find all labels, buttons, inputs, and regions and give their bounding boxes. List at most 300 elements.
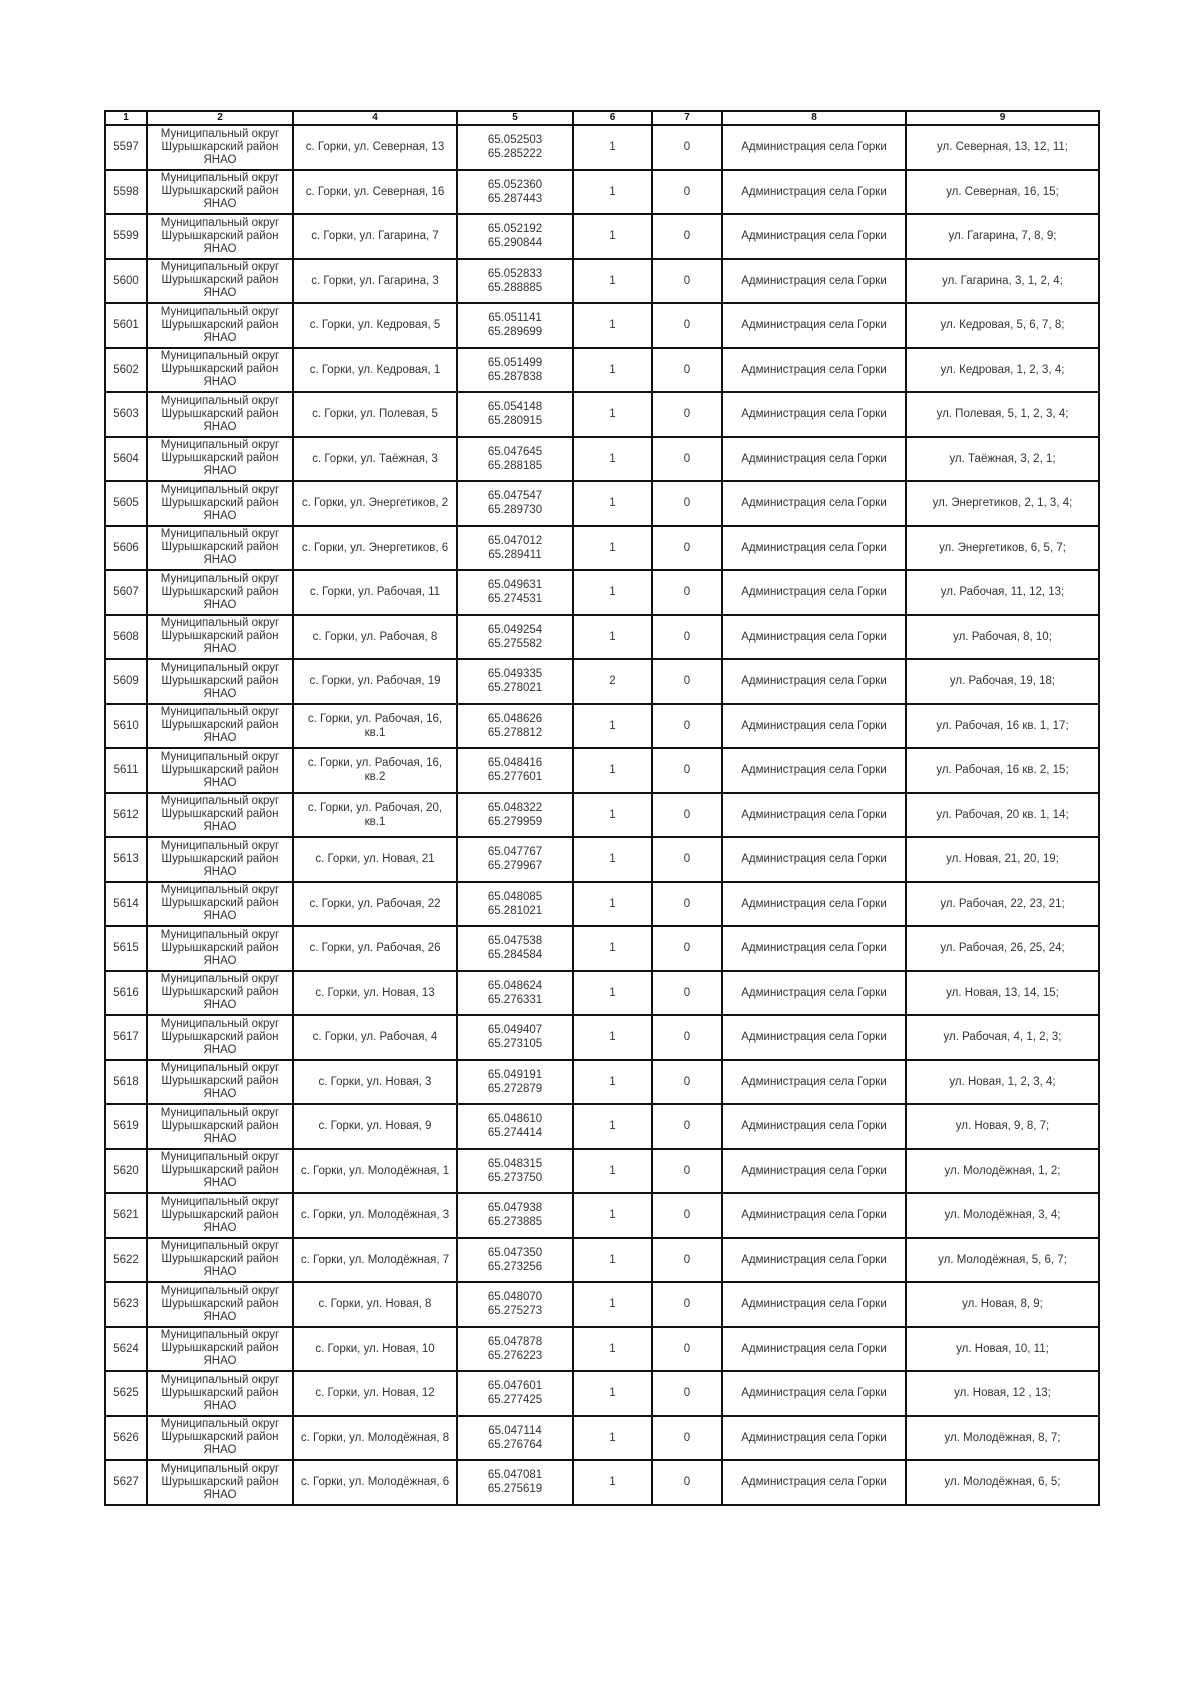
coordinates-cell — [457, 1282, 573, 1327]
table-row — [105, 1104, 1099, 1149]
district-line: Шурышкарский район — [161, 140, 279, 153]
longitude: 65.281021 — [487, 904, 543, 917]
column-6-cell: 1 — [573, 437, 652, 482]
address-cell: с. Горки, ул. Рабочая, 4 — [293, 1015, 457, 1060]
district-line: ЯНАО — [203, 643, 237, 656]
column-6-cell: 1 — [573, 615, 652, 660]
served-addresses-cell: ул. Новая, 8, 9; — [906, 1282, 1099, 1327]
latitude: 65.047767 — [487, 846, 543, 859]
row-number-cell: 5627 — [105, 1460, 147, 1505]
column-6-cell: 1 — [573, 259, 652, 304]
table-row — [105, 348, 1099, 393]
longitude: 65.276223 — [487, 1349, 543, 1362]
table-row — [105, 926, 1099, 971]
address-cell: с. Горки, ул. Северная, 16 — [293, 170, 457, 215]
column-header: 9 — [906, 111, 1099, 125]
longitude: 65.272879 — [487, 1082, 543, 1095]
district-cell — [147, 659, 293, 704]
district-line: ЯНАО — [203, 1399, 237, 1412]
coordinates-cell — [457, 1060, 573, 1105]
table-row — [105, 1015, 1099, 1060]
row-number-cell: 5621 — [105, 1193, 147, 1238]
district-line: ЯНАО — [203, 198, 237, 211]
served-addresses-cell: ул. Таёжная, 3, 2, 1; — [906, 437, 1099, 482]
latitude: 65.049191 — [487, 1068, 543, 1081]
owner-cell: Администрация села Горки — [722, 125, 906, 170]
table-row — [105, 793, 1099, 838]
register-table — [104, 110, 1100, 1506]
district-line: Шурышкарский район — [161, 185, 279, 198]
district-line: Муниципальный округ — [160, 1240, 280, 1253]
column-header: 5 — [457, 111, 573, 125]
served-addresses-cell: ул. Энергетиков, 2, 1, 3, 4; — [906, 481, 1099, 526]
table-row — [105, 659, 1099, 704]
served-addresses-cell: ул. Новая, 10, 11; — [906, 1327, 1099, 1372]
address-cell: с. Горки, ул. Молодёжная, 7 — [293, 1238, 457, 1283]
latitude: 65.049407 — [487, 1024, 543, 1037]
owner-cell: Администрация села Горки — [722, 570, 906, 615]
address-cell: с. Горки, ул. Новая, 8 — [293, 1282, 457, 1327]
address-cell: с. Горки, ул. Рабочая, 8 — [293, 615, 457, 660]
row-number-cell: 5615 — [105, 926, 147, 971]
coordinates-cell — [457, 481, 573, 526]
owner-cell: Администрация села Горки — [722, 348, 906, 393]
column-6-cell: 1 — [573, 526, 652, 571]
column-header: 2 — [147, 111, 293, 125]
latitude: 65.047114 — [488, 1424, 542, 1437]
coordinates-cell — [457, 748, 573, 793]
address-cell: с. Горки, ул. Рабочая, 22 — [293, 882, 457, 927]
longitude: 65.284584 — [487, 949, 543, 962]
district-cell — [147, 1416, 293, 1461]
district-cell — [147, 214, 293, 259]
district-cell — [147, 1327, 293, 1372]
column-6-cell: 1 — [573, 837, 652, 882]
district-line: Шурышкарский район — [161, 941, 279, 954]
served-addresses-cell: ул. Рабочая, 20 кв. 1, 14; — [906, 793, 1099, 838]
district-line: ЯНАО — [203, 1221, 237, 1234]
district-line: Муниципальный округ — [160, 884, 280, 897]
longitude: 65.273885 — [487, 1216, 543, 1229]
table-row — [105, 971, 1099, 1016]
table-row — [105, 1327, 1099, 1372]
district-line: ЯНАО — [203, 821, 237, 834]
column-6-cell: 2 — [573, 659, 652, 704]
column-7-cell: 0 — [652, 1371, 722, 1416]
district-cell — [147, 615, 293, 660]
address-cell: с. Горки, ул. Рабочая, 26 — [293, 926, 457, 971]
column-7-cell: 0 — [652, 1238, 722, 1283]
served-addresses-cell: ул. Молодёжная, 8, 7; — [906, 1416, 1099, 1461]
column-6-cell: 1 — [573, 481, 652, 526]
district-line: Шурышкарский район — [161, 1164, 279, 1177]
column-7-cell: 0 — [652, 1104, 722, 1149]
column-6-cell: 1 — [573, 1282, 652, 1327]
coordinates-cell — [457, 348, 573, 393]
coordinates-cell — [457, 1327, 573, 1372]
district-line: Шурышкарский район — [161, 1208, 279, 1221]
district-line: Муниципальный округ — [160, 839, 280, 852]
address-cell: с. Горки, ул. Новая, 10 — [293, 1327, 457, 1372]
table-row — [105, 570, 1099, 615]
coordinates-cell — [457, 1193, 573, 1238]
district-cell — [147, 1371, 293, 1416]
coordinates-cell — [457, 303, 573, 348]
served-addresses-cell: ул. Рабочая, 16 кв. 2, 15; — [906, 748, 1099, 793]
district-line: Муниципальный округ — [160, 1106, 280, 1119]
coordinates-cell — [457, 1460, 573, 1505]
longitude: 65.289411 — [488, 548, 542, 561]
row-number-cell: 5619 — [105, 1104, 147, 1149]
row-number-cell: 5623 — [105, 1282, 147, 1327]
district-line: ЯНАО — [203, 732, 237, 745]
address-cell: с. Горки, ул. Гагарина, 7 — [293, 214, 457, 259]
district-line: ЯНАО — [203, 1355, 237, 1368]
longitude: 65.277601 — [487, 771, 543, 784]
table-row — [105, 1060, 1099, 1105]
served-addresses-cell: ул. Энергетиков, 6, 5, 7; — [906, 526, 1099, 571]
district-line: Шурышкарский район — [161, 852, 279, 865]
district-line: Шурышкарский район — [161, 674, 279, 687]
owner-cell: Администрация села Горки — [722, 926, 906, 971]
column-7-cell: 0 — [652, 793, 722, 838]
served-addresses-cell: ул. Новая, 1, 2, 3, 4; — [906, 1060, 1099, 1105]
table-row — [105, 170, 1099, 215]
district-line: Шурышкарский район — [161, 1297, 279, 1310]
address-cell: с. Горки, ул. Рабочая, 11 — [293, 570, 457, 615]
table-row — [105, 1149, 1099, 1194]
district-line: Муниципальный округ — [160, 216, 280, 229]
served-addresses-cell: ул. Гагарина, 3, 1, 2, 4; — [906, 259, 1099, 304]
longitude: 65.276764 — [487, 1438, 543, 1451]
district-line: Шурышкарский район — [161, 1431, 279, 1444]
row-number-cell: 5601 — [105, 303, 147, 348]
district-line: ЯНАО — [203, 910, 237, 923]
district-line: Шурышкарский район — [161, 763, 279, 776]
column-header: 8 — [722, 111, 906, 125]
table-row — [105, 392, 1099, 437]
latitude: 65.048322 — [487, 801, 543, 814]
row-number-cell: 5614 — [105, 882, 147, 927]
column-7-cell: 0 — [652, 1282, 722, 1327]
district-line: ЯНАО — [203, 1177, 237, 1190]
owner-cell: Администрация села Горки — [722, 837, 906, 882]
district-line: Муниципальный округ — [160, 928, 280, 941]
owner-cell: Администрация села Горки — [722, 1460, 906, 1505]
owner-cell: Администрация села Горки — [722, 1015, 906, 1060]
table-row — [105, 214, 1099, 259]
table-row — [105, 303, 1099, 348]
longitude: 65.288885 — [487, 281, 543, 294]
district-line: ЯНАО — [203, 1310, 237, 1323]
district-line: ЯНАО — [203, 598, 237, 611]
district-line: Шурышкарский район — [161, 1475, 279, 1488]
district-line: Муниципальный округ — [160, 1462, 280, 1475]
district-cell — [147, 170, 293, 215]
coordinates-cell — [457, 526, 573, 571]
served-addresses-cell: ул. Новая, 12 , 13; — [906, 1371, 1099, 1416]
owner-cell: Администрация села Горки — [722, 214, 906, 259]
district-cell — [147, 526, 293, 571]
address-cell: с. Горки, ул. Энергетиков, 2 — [293, 481, 457, 526]
district-line: Шурышкарский район — [161, 318, 279, 331]
district-line: ЯНАО — [203, 1132, 237, 1145]
district-line: ЯНАО — [203, 420, 237, 433]
owner-cell: Администрация села Горки — [722, 1416, 906, 1461]
column-6-cell: 1 — [573, 793, 652, 838]
latitude: 65.049631 — [487, 579, 543, 592]
district-cell — [147, 882, 293, 927]
row-number-cell: 5610 — [105, 704, 147, 749]
owner-cell: Администрация села Горки — [722, 1193, 906, 1238]
table-row — [105, 526, 1099, 571]
row-number-cell: 5617 — [105, 1015, 147, 1060]
owner-cell: Администрация села Горки — [722, 793, 906, 838]
district-line: ЯНАО — [203, 465, 237, 478]
latitude: 65.048315 — [487, 1157, 543, 1170]
latitude: 65.051499 — [487, 356, 543, 369]
district-line: Муниципальный округ — [160, 172, 280, 185]
column-7-cell: 0 — [652, 125, 722, 170]
table-row — [105, 1282, 1099, 1327]
district-line: Муниципальный округ — [160, 127, 280, 140]
latitude: 65.052503 — [487, 134, 543, 147]
served-addresses-cell: ул. Рабочая, 16 кв. 1, 17; — [906, 704, 1099, 749]
district-line: ЯНАО — [203, 376, 237, 389]
served-addresses-cell: ул. Новая, 9, 8, 7; — [906, 1104, 1099, 1149]
table-row — [105, 1416, 1099, 1461]
address-cell: с. Горки, ул. Рабочая, 16, кв.1 — [293, 704, 457, 749]
district-line: Муниципальный округ — [160, 706, 280, 719]
column-6-cell: 1 — [573, 1371, 652, 1416]
served-addresses-cell: ул. Рабочая, 26, 25, 24; — [906, 926, 1099, 971]
column-7-cell: 0 — [652, 437, 722, 482]
longitude: 65.289699 — [487, 326, 543, 339]
column-7-cell: 0 — [652, 526, 722, 571]
latitude: 65.047601 — [487, 1380, 543, 1393]
column-header: 1 — [105, 111, 147, 125]
district-line: Муниципальный округ — [160, 1062, 280, 1075]
owner-cell: Администрация села Горки — [722, 259, 906, 304]
column-6-cell: 1 — [573, 1060, 652, 1105]
district-cell — [147, 437, 293, 482]
longitude: 65.275619 — [487, 1483, 543, 1496]
district-line: ЯНАО — [203, 1266, 237, 1279]
longitude: 65.288185 — [487, 459, 543, 472]
served-addresses-cell: ул. Кедровая, 1, 2, 3, 4; — [906, 348, 1099, 393]
table-row — [105, 837, 1099, 882]
latitude: 65.048070 — [487, 1291, 543, 1304]
district-line: Шурышкарский район — [161, 630, 279, 643]
district-cell — [147, 1238, 293, 1283]
district-line: Муниципальный округ — [160, 1373, 280, 1386]
column-6-cell: 1 — [573, 125, 652, 170]
served-addresses-cell: ул. Рабочая, 11, 12, 13; — [906, 570, 1099, 615]
district-line: Шурышкарский район — [161, 986, 279, 999]
row-number-cell: 5607 — [105, 570, 147, 615]
address-cell: с. Горки, ул. Новая, 12 — [293, 1371, 457, 1416]
district-line: ЯНАО — [203, 331, 237, 344]
latitude: 65.047081 — [487, 1469, 543, 1482]
district-line: Шурышкарский район — [161, 452, 279, 465]
coordinates-cell — [457, 170, 573, 215]
served-addresses-cell: ул. Молодёжная, 1, 2; — [906, 1149, 1099, 1194]
district-line: ЯНАО — [203, 509, 237, 522]
latitude: 65.047012 — [487, 534, 543, 547]
latitude: 65.052360 — [487, 178, 543, 191]
served-addresses-cell: ул. Гагарина, 7, 8, 9; — [906, 214, 1099, 259]
column-7-cell: 0 — [652, 1149, 722, 1194]
longitude: 65.273256 — [487, 1260, 543, 1273]
column-7-cell: 0 — [652, 704, 722, 749]
owner-cell: Администрация села Горки — [722, 971, 906, 1016]
address-cell: с. Горки, ул. Рабочая, 19 — [293, 659, 457, 704]
district-line: Муниципальный округ — [160, 795, 280, 808]
coordinates-cell — [457, 1104, 573, 1149]
column-7-cell: 0 — [652, 259, 722, 304]
served-addresses-cell: ул. Новая, 13, 14, 15; — [906, 971, 1099, 1016]
coordinates-cell — [457, 793, 573, 838]
table-row — [105, 882, 1099, 927]
column-6-cell: 1 — [573, 1149, 652, 1194]
column-7-cell: 0 — [652, 748, 722, 793]
latitude: 65.047538 — [487, 935, 543, 948]
column-6-cell: 1 — [573, 704, 652, 749]
owner-cell: Администрация села Горки — [722, 882, 906, 927]
district-line: Муниципальный округ — [160, 1284, 280, 1297]
table-row — [105, 704, 1099, 749]
coordinates-cell — [457, 926, 573, 971]
column-7-cell: 0 — [652, 615, 722, 660]
row-number-cell: 5622 — [105, 1238, 147, 1283]
district-cell — [147, 837, 293, 882]
district-line: ЯНАО — [203, 865, 237, 878]
district-cell — [147, 481, 293, 526]
district-line: Шурышкарский район — [161, 229, 279, 242]
district-line: ЯНАО — [203, 776, 237, 789]
column-7-cell: 0 — [652, 1193, 722, 1238]
latitude: 65.048610 — [487, 1113, 543, 1126]
district-line: Муниципальный округ — [160, 350, 280, 363]
row-number-cell: 5609 — [105, 659, 147, 704]
district-line: Муниципальный округ — [160, 1195, 280, 1208]
latitude: 65.048416 — [487, 757, 543, 770]
address-cell: с. Горки, ул. Молодёжная, 1 — [293, 1149, 457, 1194]
coordinates-cell — [457, 437, 573, 482]
address-cell: с. Горки, ул. Рабочая, 20, кв.1 — [293, 793, 457, 838]
column-7-cell: 0 — [652, 1060, 722, 1105]
column-6-cell: 1 — [573, 1238, 652, 1283]
district-line: Шурышкарский район — [161, 363, 279, 376]
address-cell: с. Горки, ул. Гагарина, 3 — [293, 259, 457, 304]
district-line: Муниципальный округ — [160, 661, 280, 674]
coordinates-cell — [457, 1416, 573, 1461]
district-line: Шурышкарский район — [161, 808, 279, 821]
latitude: 65.048624 — [487, 979, 543, 992]
latitude: 65.047350 — [487, 1246, 543, 1259]
header-row — [105, 111, 1099, 125]
column-7-cell: 0 — [652, 570, 722, 615]
district-line: Муниципальный округ — [160, 1017, 280, 1030]
column-6-cell: 1 — [573, 303, 652, 348]
address-cell: с. Горки, ул. Молодёжная, 3 — [293, 1193, 457, 1238]
district-line: Шурышкарский район — [161, 897, 279, 910]
coordinates-cell — [457, 1238, 573, 1283]
latitude: 65.049254 — [487, 623, 543, 636]
district-cell — [147, 793, 293, 838]
district-line: ЯНАО — [203, 954, 237, 967]
address-cell: с. Горки, ул. Полевая, 5 — [293, 392, 457, 437]
column-7-cell: 0 — [652, 1327, 722, 1372]
district-line: Муниципальный округ — [160, 572, 280, 585]
owner-cell: Администрация села Горки — [722, 170, 906, 215]
longitude: 65.287443 — [487, 192, 543, 205]
district-cell — [147, 125, 293, 170]
owner-cell: Администрация села Горки — [722, 1060, 906, 1105]
longitude: 65.275273 — [487, 1305, 543, 1318]
district-line: Шурышкарский район — [161, 407, 279, 420]
longitude: 65.277425 — [487, 1394, 543, 1407]
owner-cell: Администрация села Горки — [722, 392, 906, 437]
document-table-container — [104, 110, 1098, 1506]
address-cell: с. Горки, ул. Новая, 3 — [293, 1060, 457, 1105]
column-6-cell: 1 — [573, 1104, 652, 1149]
coordinates-cell — [457, 392, 573, 437]
district-line: Муниципальный округ — [160, 1329, 280, 1342]
address-cell: с. Горки, ул. Новая, 13 — [293, 971, 457, 1016]
column-7-cell: 0 — [652, 882, 722, 927]
served-addresses-cell: ул. Полевая, 5, 1, 2, 3, 4; — [906, 392, 1099, 437]
address-cell: с. Горки, ул. Энергетиков, 6 — [293, 526, 457, 571]
latitude: 65.047645 — [487, 445, 543, 458]
address-cell: с. Горки, ул. Новая, 9 — [293, 1104, 457, 1149]
district-line: ЯНАО — [203, 242, 237, 255]
table-body — [105, 125, 1099, 1505]
address-cell: с. Горки, ул. Таёжная, 3 — [293, 437, 457, 482]
longitude: 65.290844 — [487, 237, 543, 250]
district-line: ЯНАО — [203, 153, 237, 166]
row-number-cell: 5626 — [105, 1416, 147, 1461]
district-line: Муниципальный округ — [160, 973, 280, 986]
row-number-cell: 5618 — [105, 1060, 147, 1105]
table-row — [105, 1193, 1099, 1238]
district-cell — [147, 392, 293, 437]
longitude: 65.279959 — [487, 815, 543, 828]
district-cell — [147, 1015, 293, 1060]
district-line: Шурышкарский район — [161, 1119, 279, 1132]
coordinates-cell — [457, 837, 573, 882]
district-line: Муниципальный округ — [160, 750, 280, 763]
row-number-cell: 5620 — [105, 1149, 147, 1194]
district-cell — [147, 704, 293, 749]
table-row — [105, 1371, 1099, 1416]
row-number-cell: 5599 — [105, 214, 147, 259]
longitude: 65.287838 — [487, 370, 543, 383]
address-cell: с. Горки, ул. Кедровая, 1 — [293, 348, 457, 393]
served-addresses-cell: ул. Северная, 16, 15; — [906, 170, 1099, 215]
row-number-cell: 5597 — [105, 125, 147, 170]
owner-cell: Администрация села Горки — [722, 1282, 906, 1327]
column-7-cell: 0 — [652, 214, 722, 259]
column-7-cell: 0 — [652, 303, 722, 348]
district-line: ЯНАО — [203, 1043, 237, 1056]
column-6-cell: 1 — [573, 214, 652, 259]
district-cell — [147, 971, 293, 1016]
district-line: Муниципальный округ — [160, 483, 280, 496]
row-number-cell: 5605 — [105, 481, 147, 526]
owner-cell: Администрация села Горки — [722, 303, 906, 348]
column-7-cell: 0 — [652, 348, 722, 393]
